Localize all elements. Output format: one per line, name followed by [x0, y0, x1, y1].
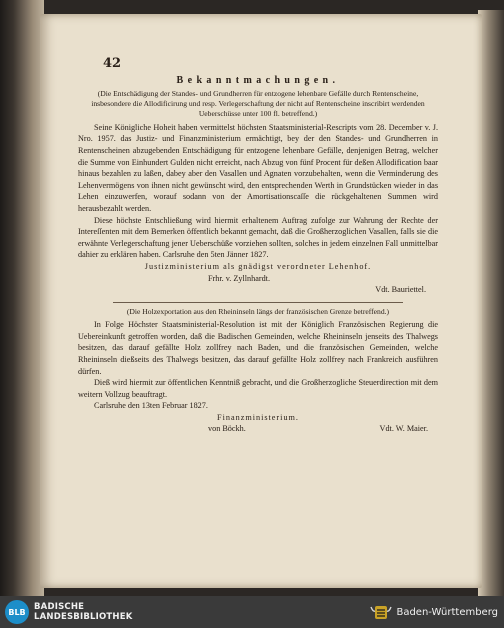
blb-name-line-1: BADISCHE	[34, 602, 85, 612]
section1-signatures	[78, 273, 438, 285]
section2-date: Carlsruhe den 13ten Februar 1827.	[94, 401, 208, 411]
page-heading: Bekanntmachungen.	[176, 75, 340, 86]
page-number: 42	[103, 56, 122, 71]
book-spine	[0, 0, 44, 596]
section2-signatures	[78, 423, 438, 435]
blb-logo-icon[interactable]: BLB	[5, 600, 29, 624]
section1-signer-right: Vdt. Bauriettel.	[375, 285, 426, 295]
section1-paragraph-1: Seine Königliche Hoheit haben vermittelst höchsten Staatsministerial-Rescripts vom 28. December v. J. Nro. 1957. das Justiz- und Finanzministerium ermächtigt, bey der den Standes- und Grundherren in Rentenscheinen abzugebenden Entschädigung für entzogene lehenbare Gefälle, denjenigen Betrag, welcher die Summe von Einhundert Gulden nicht erreicht, nach Abzug von fünf Procent für deßen Allodification baar hinaus bezahlen zu laßen, dabey aber den Vasallen und Agnaten vorzubehalten, wenn die Verminderung des Lehenvermögens von ihnen nicht gewünscht wird, den entsprechenden Werth in Grundstücken wieder in das Lehen einzuwerfen, worauf sodann von der Amortisationscaſſe die rückgehaltenen Summen wird herausbezahlt werden.	[78, 122, 438, 213]
section1-paragraph-2: Diese höchste Entschließung wird hiermit erhaltenem Auftrag zufolge zur Wahrung der Rechte der Intereſſenten mit dem Bemerken öffentlich bekannt gemacht, daß die Großherzoglichen Vasallen, falls sie die erwähnte Verlegerschaftung jener Ueberschüße vorziehen sollten, solches in jedem einzelnen Fall unmittelbar dahier zu erklären haben. Carlsruhe den 5ten Jänner 1827.	[78, 215, 438, 260]
section-divider	[113, 302, 403, 303]
footer-bar	[0, 596, 504, 628]
section1-authority: Justizministerium als gnädigst verordneter Lehenhof.	[144, 261, 372, 271]
bw-brand[interactable]	[370, 603, 498, 621]
bw-text: Baden-Württemberg	[396, 606, 498, 618]
blb-name[interactable]	[34, 602, 133, 622]
section2-paragraph-2: Dieß wird hiermit zur öffentlichen Kenntniß gebracht, und die Großherzogliche Steuerdirection mit dem weitern Vollzug beauftragt.	[78, 378, 438, 399]
section2-paragraph-1: In Folge Höchster Staatsministerial-Resolution ist mit der Königlich Französischen Regierung die Uebereinkunft getroffen worden, daß die Badischen Gemeinden, welche Rheininseln jenseits des Thalwegs besitzen, das darauf gefällte Holz zollfrey nach Baden, und die französischen Gemeinden, welche Rheininseln dießseits des Thalwegs besitzen, das darauf gefällte Holz zollfrey nach Frankreich ausführen dürfen.	[78, 320, 438, 376]
state-coat-of-arms-icon	[370, 603, 392, 621]
page-text	[78, 57, 438, 435]
section1-signer-left: Frhr. v. Zyllnhardt.	[208, 273, 271, 283]
section2-signer-right: Vdt. W. Maier.	[379, 424, 428, 434]
section2-signer-left: von Böckh.	[208, 424, 246, 434]
section2-subheading: (Die Holzexportation aus den Rheininseln längs der französischen Grenze betreffend.)	[126, 306, 390, 316]
section2-authority: Finanzministerium.	[217, 412, 299, 422]
blb-name-line-2: LANDESBIBLIOTHEK	[34, 612, 133, 622]
section1-subheading: (Die Entschädigung der Standes- und Grundherren für entzogene lehenbare Gefälle durch Rentenscheine, insbesondere die Allodificirung und resp. Verlegerschaftung der nicht auf Rentenscheine inscribirt werdenden Ueberschüsse unter 100 fl. betreffend.)	[91, 88, 425, 119]
